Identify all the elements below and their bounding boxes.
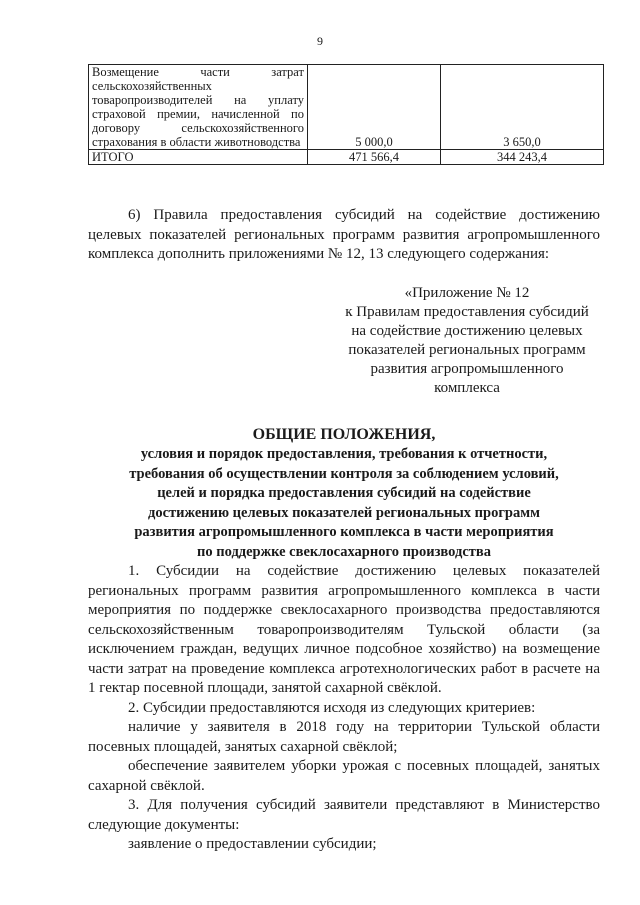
table-cell-total-label: ИТОГО [89,150,308,165]
appendix-line: комплекса [434,380,500,396]
table-cell-total-value-1: 471 566,4 [308,150,441,165]
heading-line: по поддержке свеклосахарного производства [197,543,491,560]
body-paragraph: наличие у заявителя в 2018 году на территории Тульской области посевных площадей, занятых сахарной свёклой; [88,719,600,755]
table-cell-name: Возмещение части затрат сельскохозяйственных товаропроизводителей на уплату страховой премии, начисленной по договору сельскохозяйственного страхования в области животноводства [89,65,308,150]
budget-table [88,64,604,165]
appendix-line: к Правилам предоставления субсидий [345,304,589,320]
body-text [88,562,600,855]
appendix-line: развития агропромышленного [370,361,564,377]
heading-line: целей и порядка предоставления субсидий на содействие [157,485,531,501]
body-paragraph: заявление о предоставлении субсидии; [128,836,377,852]
body-paragraph: обеспечение заявителем уборки урожая с посевных площадей, занятых сахарной свёклой. [88,758,600,794]
table-cell-value-2: 3 650,0 [441,65,604,150]
paragraph-6 [88,206,600,265]
appendix-line: «Приложение № 12 [404,285,530,301]
heading-line: требования об осуществлении контроля за соблюдением условий, [129,465,559,482]
table-row [89,65,604,150]
heading-line: условия и порядок предоставления, требования к отчетности, [140,446,548,462]
body-paragraph: 3. Для получения субсидий заявители представляют в Министерство следующие документы: [88,797,600,833]
appendix-line: на содействие достижению целевых [351,323,583,339]
body-paragraph: 1. Субсидии на содействие достижению целевых показателей региональных программ развития агропромышленного комплекса в части мероприятия по поддержке свеклосахарного производства предоставляются сельскохозяйственным товаропроизводителям Тульской области (за исключением граждан, ведущих личное подсобное хозяйство) на возмещение части затрат на проведение комплекса агротехнологических работ в расчете на 1 гектар посевной площади, занятой сахарной свёклой. [88,563,600,696]
table-cell-value-1: 5 000,0 [308,65,441,150]
heading-line: достижению целевых показателей региональных программ [148,504,540,521]
section-heading [88,424,600,562]
body-paragraph: 2. Субсидии предоставляются исходя из следующих критериев: [128,699,536,716]
appendix-line: показателей региональных программ [348,342,586,358]
page-number: 9 [317,34,323,48]
appendix-caption [322,284,612,398]
heading-title: ОБЩИЕ ПОЛОЖЕНИЯ, [252,426,436,443]
table-cell-total-value-2: 344 243,4 [441,150,604,165]
paragraph-6-text: 6) Правила предоставления субсидий на содействие достижению целевых показателей региональных программ развития агропромышленного комплекса дополнить приложениями № 12, 13 следующего содержания: [88,207,600,262]
heading-line: развития агропромышленного комплекса в части мероприятия [134,524,554,540]
table-row-total [89,150,604,165]
